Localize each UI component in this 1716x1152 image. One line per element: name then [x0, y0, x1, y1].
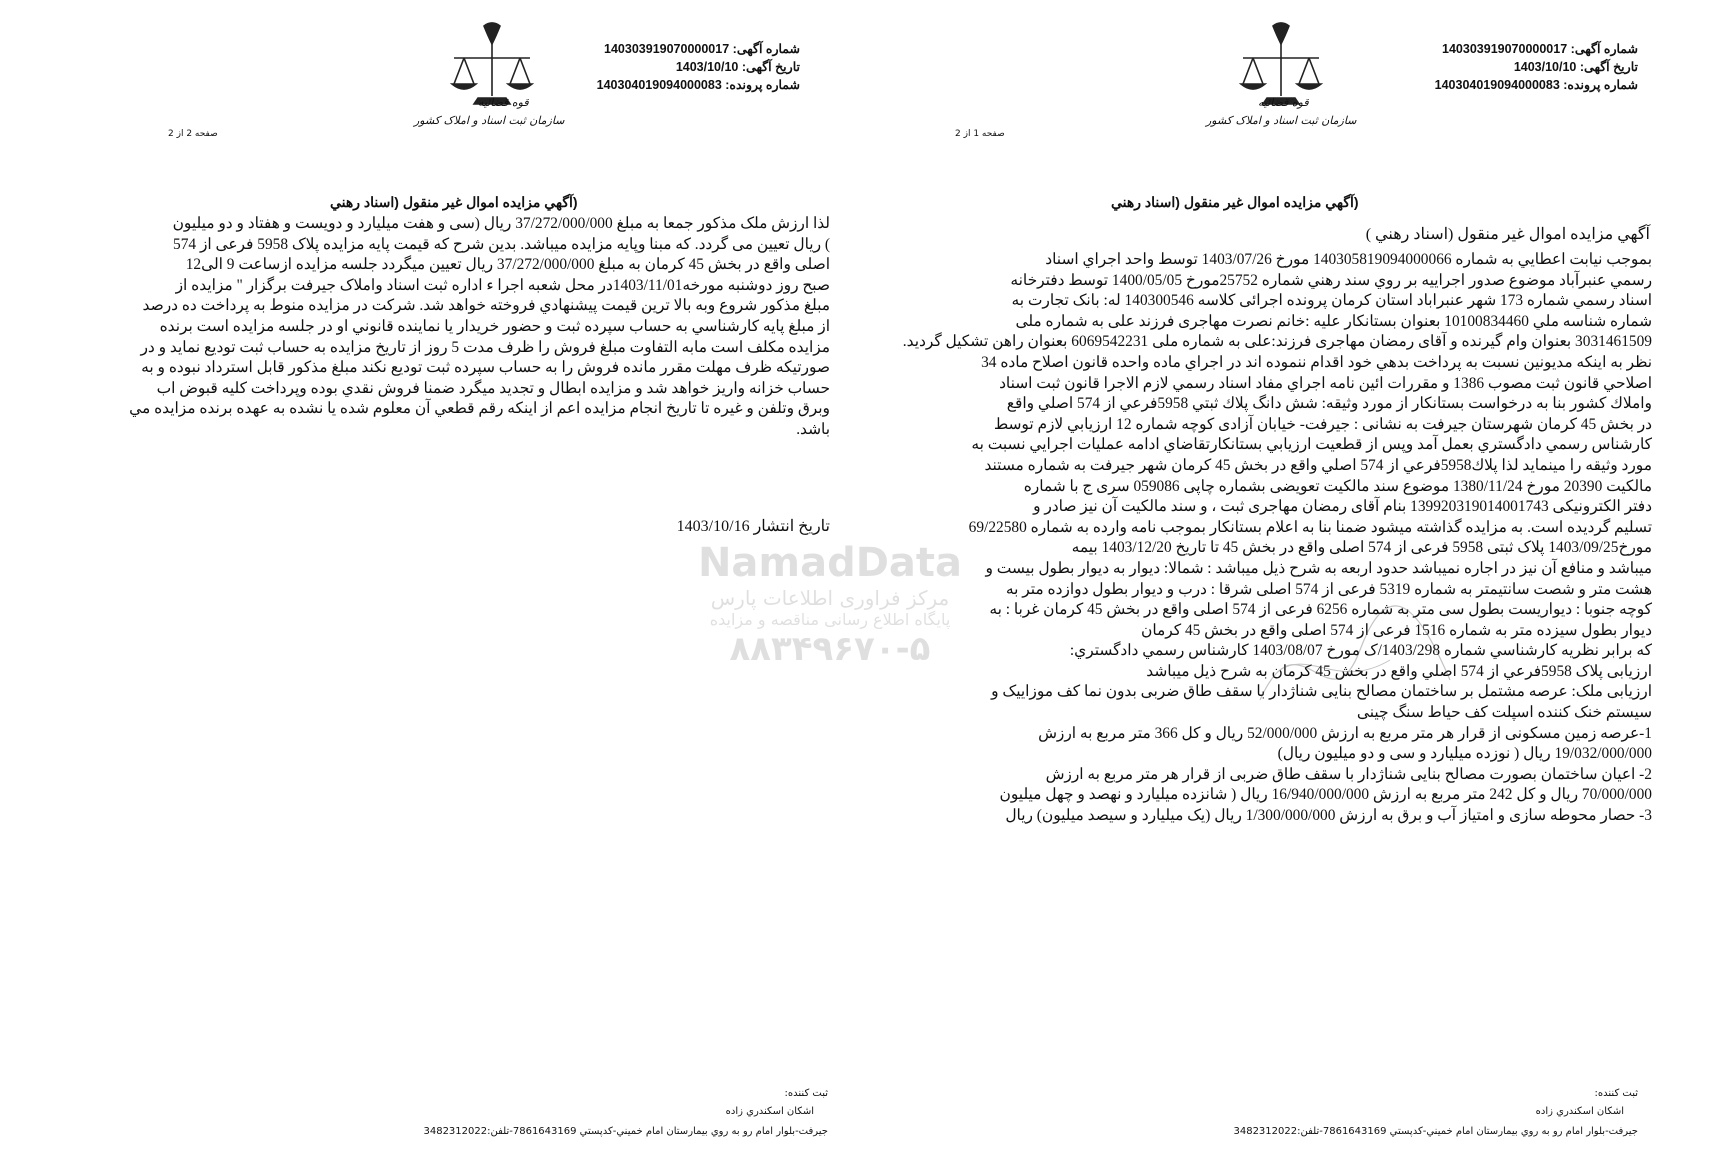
file-number-label: شماره پرونده:	[725, 78, 800, 92]
ad-number-label: شماره آگهی:	[1570, 42, 1638, 56]
org-name: سازمان ثبت اسناد و املاک کشور	[414, 114, 565, 127]
file-number-value: 140304019094000083	[1434, 78, 1560, 92]
body-line: باشد.	[796, 420, 830, 438]
body-line: 1-عرصه زمين مسكونی از قرار هر متر مربع به ارزش 52/000/000 ريال و کل 366 متر مربع به ارزش	[1038, 724, 1652, 742]
body-line: هشت متر و شصت سانتيمتر به شماره 5319 فرعی از 574 اصلی شرقا : درب و ديوار بطول دوازده متر به	[1005, 580, 1652, 598]
ad-number-row	[1435, 40, 1638, 58]
signature-icon	[1240, 590, 1470, 740]
body-line: تسليم گرديده است. به مزايده گذاشته ميشود ضمنا بنا به اعلام بستانكار بموجب نامه وارده به شماره 69/22580	[968, 518, 1652, 536]
page-number: صفحه 1 از 2	[955, 129, 1005, 139]
body-line: رسمي عنبرآباد موضوع صدور اجراييه بر روي سند رهني شماره 25752مورخ 1400/05/05 توسط دفترخانه	[1010, 271, 1652, 289]
body-line: ديوار بطول سيزده متر به شماره 1516 فرعی از 574 اصلی واقع در بخش 45 کرمان	[1141, 621, 1652, 639]
watermark-line2: پایگاه اطلاع رسانی مناقصه و مزایده	[709, 610, 951, 629]
judiciary-emblem-icon	[1221, 18, 1341, 148]
body-line: 3031461509 بعنوان وام گيرنده و آقای رمضان مهاجری فرزند:علی به شماره ملی 6069542231 بعنوان راهن تشکيل گرديد.	[902, 333, 1652, 351]
ad-date-label: تاريخ آگهی:	[741, 60, 800, 74]
registrar-name: اشكان اسكندري زاده	[1535, 1106, 1624, 1117]
registrar-address: جيرفت-بلوار امام رو به روي بيمارستان امام خميني-كدپستي 7861643169-تلفن:3482312022	[423, 1126, 828, 1137]
registrar-label: ثبت کننده:	[784, 1088, 828, 1099]
page-number: صفحه 2 از 2	[168, 129, 218, 139]
body-line: دفتر الکترونيکی 139920319014001743 بنام آقای رمضان مهاجری ثبت ، و سند مالكيت آن نيز صادر و	[1033, 498, 1652, 516]
ad-number-label: شماره آگهی:	[732, 42, 800, 56]
body-line: حساب خزانه واريز خواهد شد و مزايده ابطال و تجديد ميگرد ضمنا فروش نقدي بوده وپرداخت كليه قبوض اب	[156, 379, 830, 397]
body-line: اصلی واقع در بخش 45 کرمان به مبلغ 37/272/000/000 ريال تعيين ميگردد جلسه مزايده ازساعت 9 الی12	[185, 256, 830, 274]
body-line: صورتيكه ظرف مهلت مقرر مانده فروش را به حساب سپرده ثبت توديع نكند مبلغ مذكور قابل استرداد نبوده و به	[141, 359, 830, 377]
ad-number-value: 140303919070000017	[1442, 42, 1568, 56]
registrar-name-row	[726, 1106, 828, 1117]
ad-date-label: تاريخ آگهی:	[1579, 60, 1638, 74]
ad-date-value: 1403/10/10	[675, 60, 739, 74]
body-line: كه برابر نظريه كارشناسي شماره 1403/298/ک مورخ 1403/08/07 كارشناس رسمي دادگستري:	[1069, 642, 1652, 660]
body-line: صبح روز دوشنبه مورخه1403/11/01در محل شعبه اجرا ء اداره ثبت اسناد واملاک جيرفت برگزار " مزايده از	[175, 276, 830, 294]
ad-number-value: 140303919070000017	[604, 42, 730, 56]
body-line: ارزيابی پلاک 5958فرعي از 574 اصلي واقع در بخش 45 كرمان به شرح ذيل ميباشد	[1146, 662, 1652, 680]
body-line: اسناد رسمي شماره 173 شهر عنبراباد استان كرمان پرونده اجرائی كلاسه 140300546 له: بانک تجارت به	[1011, 292, 1652, 310]
ad-meta	[1435, 40, 1638, 94]
page-1	[858, 0, 1716, 1152]
body-line: كارشناس رسمي دادگستري بعمل آمد وپس از قطعيت ارزيابي بستانكارتقاضاي ادامه عمليات اجرايي نسبت به	[971, 436, 1652, 454]
body-line: 2- اعيان ساختمان بصورت مصالح بنايی شناژدار با سقف طاق ضربی از قرار هر متر مربع به ارزش	[1045, 765, 1652, 783]
judiciary-emblem-icon	[432, 18, 552, 148]
body-line: مورخ1403/09/25 پلاک ثبتی 5958 فرعی از 574 اصلی واقع در بخش 45 تا تاريخ 1403/12/20 بيمه	[1071, 539, 1652, 557]
ad-date-value: 1403/10/10	[1513, 60, 1577, 74]
body-line: وبرق وتلفن و غيره تا تاريخ انجام مزايده اعم از اينكه رقم قطعي آن معلوم شده يا نشده به عهده برنده مزايده مي	[129, 400, 830, 418]
body-line: مورد وثيقه را مينمايد لذا پلاك5958فرعي از 574 اصلي واقع در بخش 45 كرمان شهر جيرفت به شماره مستند	[984, 456, 1652, 474]
body-line: بموجب نيابت اعطايي به شماره 140305819094000066 مورخ 1403/07/26 توسط واحد اجراي اسناد	[1045, 251, 1652, 268]
ad-date-row	[1435, 58, 1638, 76]
body-line: اصلاحي قانون ثبت مصوب 1386 و مقررات ائين نامه اجراي مفاد اسناد رسمي لازم الاجرا قانون ثبت اسناد	[999, 374, 1652, 392]
body-line: مالكيت 20390 مورخ 1380/11/24 موضوع سند مالكيت تعويضی بشماره چاپی 059086 سری ج با شماره	[1023, 477, 1652, 495]
registrar-name-row	[1536, 1106, 1638, 1117]
body-line: 3- حصار محوطه سازی و امتياز آب و برق به ارزش 1/300/000/000 ريال (يک ميليارد و سيصد ميليون) ريال	[1005, 807, 1652, 825]
ad-meta	[597, 40, 800, 94]
file-number-value: 140304019094000083	[596, 78, 722, 92]
body-line: نظر به اينكه مديونين نسبت به پرداخت بدهي خود اقدام ننموده اند در اجراي ماده واحده قانون اصلاح ماده 34	[981, 353, 1652, 371]
body-line: واملاك كشور بنا به درخواست بستانكار از مورد وثيقه: شش دانگ پلاك ثبتي 5958فرعي از 574 اصلي واقع	[1006, 395, 1652, 413]
notice-body	[62, 214, 830, 441]
body-line: لذا ارزش ملک مذکور جمعا به مبلغ 37/272/000/000 ريال (سی و هفت ميليارد و دويست و هفتاد و دو ميليون	[172, 215, 830, 232]
body-line: در بخش 45 كرمان شهرستان جيرفت به نشانی : جيرفت- خيابان آزادی کوچه شماره 12 ارزيابي لازم توسط	[993, 415, 1652, 433]
ad-number-row	[597, 40, 800, 58]
file-number-row	[1435, 76, 1638, 94]
body-line: ميباشد و منافع آن نيز در اجاره نميباشد حدود اربعه به شرح ذيل ميباشد : شمالا: ديوار به ديوار بطول بيست و	[985, 559, 1652, 577]
body-line: 19/032/000/000 ريال ( نوزده ميليارد و سی و دو ميليون ريال)	[1277, 745, 1652, 763]
notice-body	[862, 250, 1652, 827]
publish-date: تاريخ انتشار 1403/10/16	[676, 518, 830, 535]
org-name: سازمان ثبت اسناد و املاک کشور	[1206, 114, 1357, 127]
registrar-name: اشكان اسكندري زاده	[725, 1106, 814, 1117]
notice-title: (آگهي مزايده اموال غير منقول (اسناد رهني	[1111, 194, 1359, 210]
registrar-label: ثبت کننده:	[1594, 1088, 1638, 1099]
body-line: شماره شناسه ملي 10100834460 بعنوان بستانكار عليه :خانم نصرت مهاجری فرزند علی به شماره ملی	[1015, 312, 1652, 330]
ad-date-row	[597, 58, 800, 76]
notice-title: (آگهي مزايده اموال غير منقول (اسناد رهني	[330, 194, 578, 210]
body-line: 70/000/000 ريال و کل 242 متر مربع به ارزش 16/940/000/000 ريال ( شانزده ميليارد و نهصد و چهل ميليون	[999, 786, 1652, 804]
body-line: سيستم خنک کننده اسپلت کف حياط سنگ چينی	[1356, 704, 1652, 722]
body-line: مزايده مكلف است مابه التفاوت مبلغ فروش را ظرف مدت 5 روز از تاريخ مزايده به حساب ثبت توديع نمايد و در	[140, 338, 830, 356]
body-line: از مبلغ پايه كارشناسي به حساب سپرده ثبت و حضور خريدار يا نماينده قانوني او در جلسه مزايده است برنده	[159, 317, 830, 335]
file-number-label: شماره پرونده:	[1563, 78, 1638, 92]
watermark-brand: NamadData	[697, 540, 963, 586]
registrar-address: جيرفت-بلوار امام رو به روي بيمارستان امام خميني-كدپستي 7861643169-تلفن:3482312022	[1233, 1126, 1638, 1137]
file-number-row	[597, 76, 800, 94]
body-line: کوچه جنوبا : ديواريست بطول سی متر به شماره 6256 فرعی از 574 اصلی واقع در بخش 45 کرمان غربا : به	[989, 601, 1652, 619]
notice-subtitle: آگهي مزايده اموال غير منقول (اسناد رهني )	[1365, 226, 1650, 243]
judiciary-label: قوه قضائیه	[1258, 96, 1309, 109]
judiciary-label: قوه قضائیه	[478, 96, 529, 109]
body-line: ارزيابی ملک: عرصه مشتمل بر ساختمان مصالح بنايی شناژدار با سقف طاق ضربی بدون نما کف موزاييک و	[991, 683, 1652, 701]
watermark-phone: ۸۸۳۴۹۶۷۰-۵	[729, 629, 931, 669]
body-line: مبلغ مذکور شروع وبه بالا ترين قيمت پيشنهادي فروخته خواهد شد. شركت در مزايده منوط به پرداخت ده درصد	[142, 297, 830, 315]
body-line: ) ريال تعيين می گردد. كه مبنا وپايه مزايده ميباشد. بدين شرح كه قيمت پايه مزايده پلاک 5958 فرعی از 574	[173, 235, 830, 253]
watermark-line1: مرکز فراوری اطلاعات پارس	[710, 586, 950, 610]
